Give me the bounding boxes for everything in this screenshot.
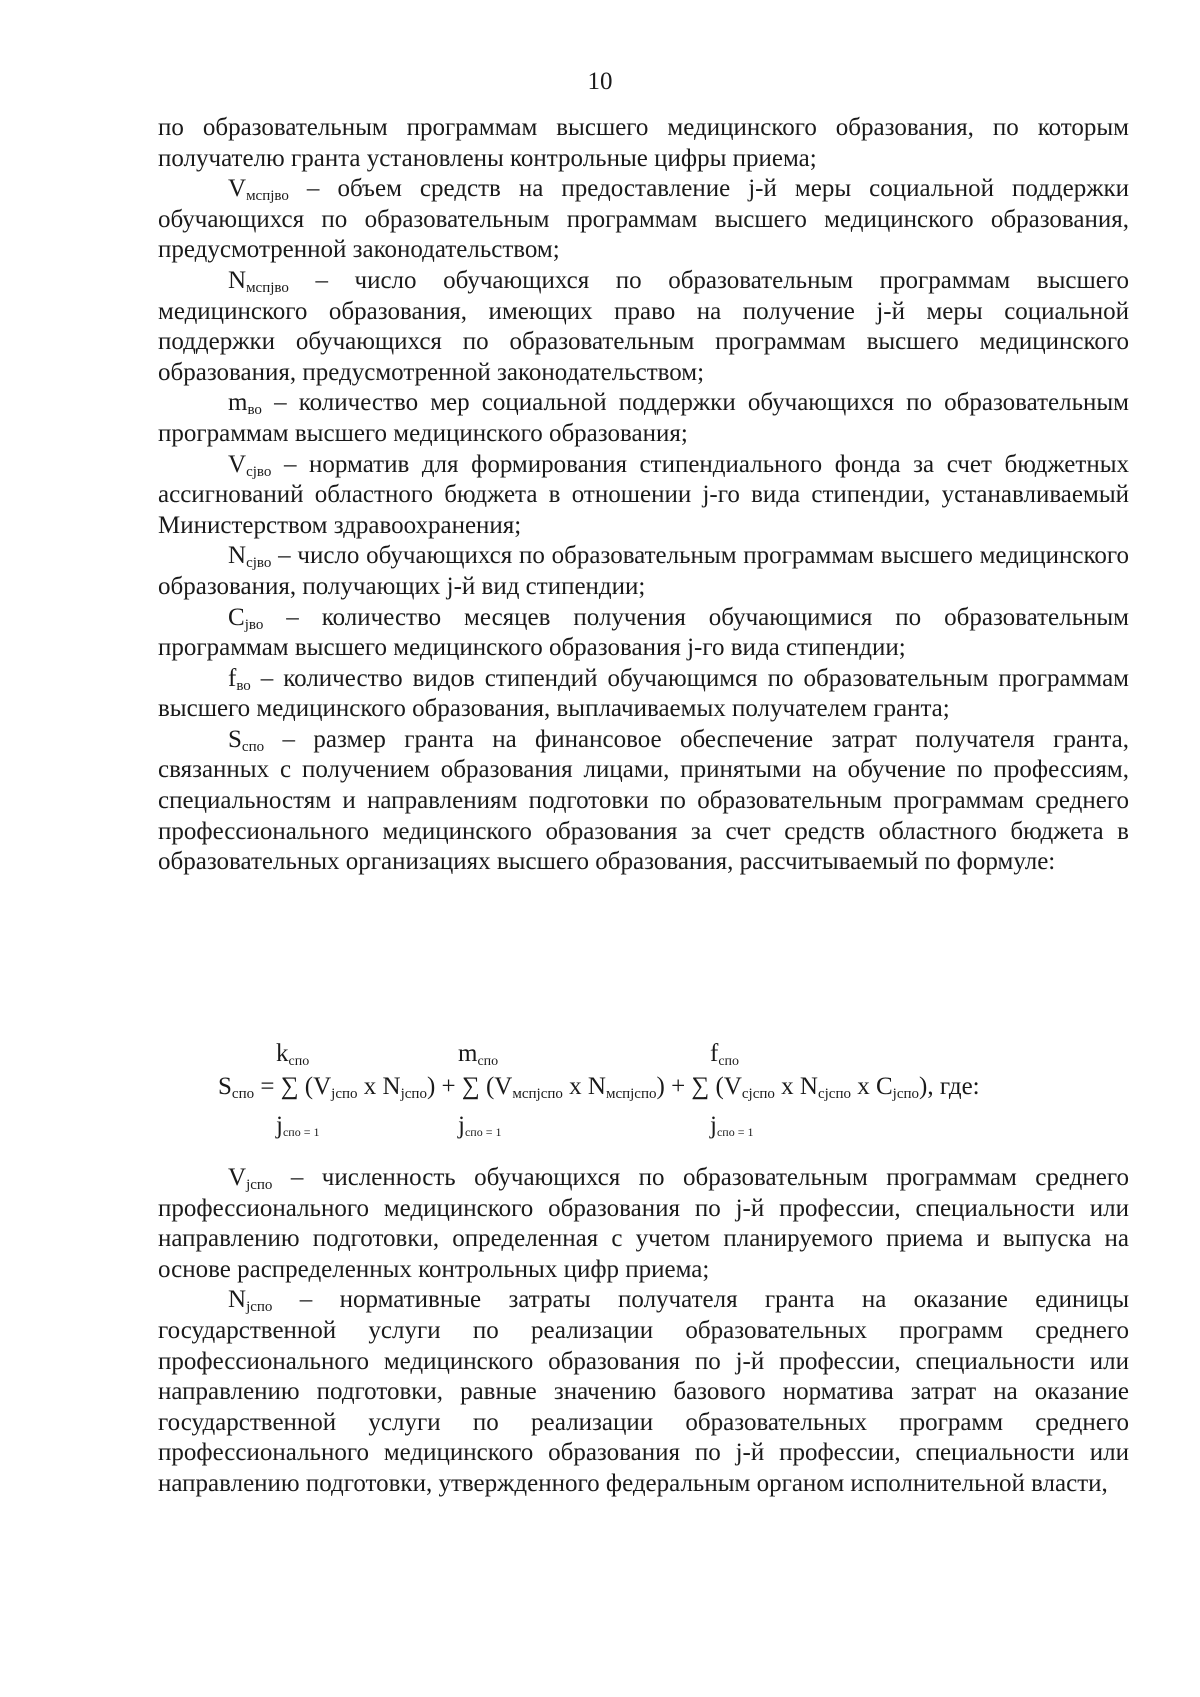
formula-equals: =	[254, 1073, 281, 1100]
paragraph	[158, 266, 1129, 388]
paragraph-text: – норматив для формирования стипендиального фонда за счет бюджетных ассигнований областного бюджета в отношении j-го вида стипендии, устанавливаемый Министерством здравоохранения;	[158, 450, 1129, 539]
formula-plus-1: +	[435, 1073, 462, 1100]
sum3-sigma: ∑	[691, 1073, 710, 1100]
sum2-upper-limit: $m_{спо}$	[458, 1040, 499, 1069]
variable-subscript: cjво	[246, 555, 272, 572]
variable-symbol: N	[228, 1286, 247, 1314]
paragraph-text: по образовательным программам высшего медицинского образования, по которым получателю гранта установлены контрольные цифры приема;	[158, 114, 1129, 172]
variable-subscript: во	[247, 402, 262, 419]
paragraph	[158, 1163, 1129, 1285]
variable-symbol: f	[228, 664, 237, 692]
formula-plus-2: +	[664, 1073, 692, 1100]
paragraph-text: – объем средств на предоставление j-й меры социальной поддержки обучающихся по образовательным программам высшего медицинского образования, предусмотренной законодательством;	[158, 175, 1129, 264]
formula-term-1: ($V_{jспо}$ x $N_{jспо}$)	[298, 1073, 436, 1102]
formula-main-line	[218, 1073, 980, 1101]
sum1-upper-limit: $k_{спо}$	[276, 1040, 310, 1069]
sum1-lower-limit: $j_{спо = 1}$	[276, 1112, 320, 1139]
paragraph	[158, 1285, 1129, 1499]
sum3-lower-limit: $j_{спо = 1}$	[710, 1112, 754, 1139]
variable-subscript: jво	[244, 616, 264, 633]
grant-formula	[218, 1040, 1138, 1160]
sum1-sigma: ∑	[280, 1073, 299, 1100]
paragraph	[158, 174, 1129, 266]
variable-symbol: V	[228, 175, 247, 203]
variable-symbol: N	[228, 266, 247, 294]
paragraph	[158, 113, 1129, 174]
variable-subscript: во	[236, 677, 251, 694]
formula-term-2: ($V_{мспjспо}$ x $N_{мспjспо}$)	[479, 1073, 665, 1102]
variable-subscript: мспjво	[246, 188, 289, 205]
variable-symbol: V	[228, 450, 247, 478]
variable-subscript: jспо	[246, 1177, 273, 1193]
paragraph	[158, 450, 1129, 542]
variable-subscript: мспjво	[246, 279, 289, 296]
paragraph-text: – нормативные затраты получателя гранта на оказание единицы государственной услуги по реализации образовательных программ среднего профессионального медицинского образования по j-й профессии, специальности или направлению подготовки, равные значению базового норматива затрат на оказание государственной услуги по реализации образовательных программ среднего профессионального медицинского образования по j-й профессии, специальности или направлению подготовки, утвержденного федеральным органом исполнительной власти,	[158, 1286, 1129, 1497]
paragraph-text: – размер гранта на финансовое обеспечение затрат получателя гранта, связанных с получением образования лицами, принятыми на обучение по профессиям, специальностям и направлениям подготовки по образовательным программам среднего профессионального медицинского образования за счет средств областного бюджета в образовательных организациях высшего образования, рассчитываемый по формуле:	[158, 725, 1129, 876]
variable-subscript: jспо	[246, 1299, 273, 1316]
paragraph-text: – численность обучающихся по образовательным программам среднего профессионального медицинского образования по j-й профессии, специальности или направлению подготовки, определенная с учетом планируемого приема и выпуска на основе распределенных контрольных цифр приема;	[158, 1164, 1129, 1283]
variable-subscript: спо	[241, 738, 265, 755]
sum2-sigma: ∑	[461, 1073, 480, 1100]
paragraph-text: – количество месяцев получения обучающимися по образовательным программам высшего медицинского образования j-го вида стипендии;	[158, 603, 1129, 662]
variable-subscript: cjво	[246, 463, 272, 480]
formula-term-3: ($V_{cjспо}$ x $N_{cjспо}$ x $C_{jспо}$), где:	[709, 1073, 980, 1102]
formula-lhs: $S_{спо}$	[218, 1073, 255, 1102]
paragraph-text: – количество видов стипендий обучающимся по образовательным программам высшего медицинского образования, выплачиваемых получателем гранта;	[158, 664, 1129, 723]
body-text-top	[158, 113, 1129, 878]
sum2-lower-limit: $j_{спо = 1}$	[458, 1112, 502, 1139]
paragraph	[158, 725, 1129, 878]
paragraph-text: – количество мер социальной поддержки обучающихся по образовательным программам высшего медицинского образования;	[158, 389, 1129, 447]
variable-symbol: S	[228, 725, 242, 753]
paragraph-text: – число обучающихся по образовательным программам высшего медицинского образования, имеющих право на получение j-й меры социальной поддержки обучающихся по образовательным программам высшего медицинского образования, предусмотренной законодательством;	[158, 266, 1129, 386]
paragraph	[158, 388, 1129, 449]
variable-symbol: C	[228, 603, 245, 631]
body-text-bottom	[158, 1163, 1129, 1500]
variable-symbol: N	[228, 542, 247, 570]
variable-symbol: V	[228, 1164, 247, 1191]
sum3-upper-limit: $f_{спо}$	[710, 1040, 740, 1069]
paragraph	[158, 664, 1129, 725]
paragraph-text: – число обучающихся по образовательным программам высшего медицинского образования, получающих j-й вид стипендии;	[158, 542, 1129, 600]
variable-symbol: m	[228, 389, 248, 417]
paragraph	[158, 603, 1129, 664]
paragraph	[158, 541, 1129, 602]
page-number: 10	[587, 68, 613, 95]
